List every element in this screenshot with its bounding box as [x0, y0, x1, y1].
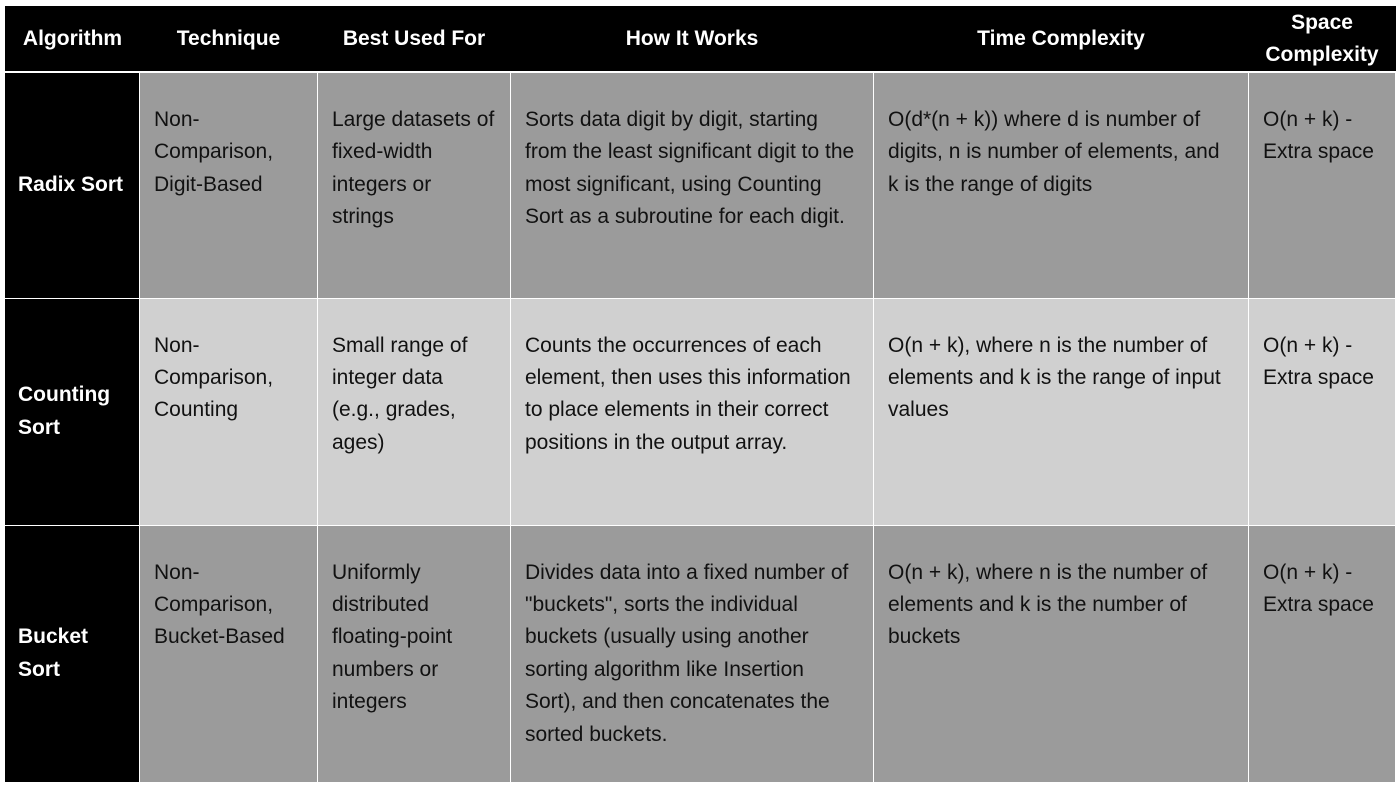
best-used-for-cell: Small range of integer data (e.g., grades, ages) [318, 298, 511, 525]
technique-cell: Non-Comparison, Counting [140, 298, 318, 525]
best-used-for-cell: Uniformly distributed floating-point numbers or integers [318, 525, 511, 782]
technique-cell: Non-Comparison, Digit-Based [140, 72, 318, 298]
sorting-algorithms-table-container [5, 6, 1395, 782]
algorithm-name-cell: Radix Sort [6, 72, 140, 298]
table-row-radix-sort [6, 72, 1396, 298]
table-header [6, 6, 1396, 72]
space-complexity-cell: O(n + k) - Extra space [1249, 298, 1396, 525]
space-complexity-cell: O(n + k) - Extra space [1249, 72, 1396, 298]
header-time-complexity: Time Complexity [874, 6, 1249, 72]
how-it-works-cell: Sorts data digit by digit, starting from the least significant digit to the most significant, using Counting Sort as a subroutine for each digit. [511, 72, 874, 298]
header-space-complexity: Space Complexity [1249, 6, 1396, 72]
header-technique: Technique [140, 6, 318, 72]
algorithm-name-cell: Counting Sort [6, 298, 140, 525]
header-algorithm: Algorithm [6, 6, 140, 72]
table-row-bucket-sort [6, 525, 1396, 782]
header-how-it-works: How It Works [511, 6, 874, 72]
algorithm-name-cell: Bucket Sort [6, 525, 140, 782]
header-best-used-for: Best Used For [318, 6, 511, 72]
technique-cell: Non-Comparison, Bucket-Based [140, 525, 318, 782]
time-complexity-cell: O(d*(n + k)) where d is number of digits, n is number of elements, and k is the range of digits [874, 72, 1249, 298]
table-row-counting-sort [6, 298, 1396, 525]
space-complexity-cell: O(n + k) - Extra space [1249, 525, 1396, 782]
how-it-works-cell: Divides data into a fixed number of "buckets", sorts the individual buckets (usually using another sorting algorithm like Insertion Sort), and then concatenates the sorted buckets. [511, 525, 874, 782]
table-body [6, 72, 1396, 782]
best-used-for-cell: Large datasets of fixed-width integers or strings [318, 72, 511, 298]
how-it-works-cell: Counts the occurrences of each element, then uses this information to place elements in their correct positions in the output array. [511, 298, 874, 525]
time-complexity-cell: O(n + k), where n is the number of elements and k is the number of buckets [874, 525, 1249, 782]
header-row [6, 6, 1396, 72]
time-complexity-cell: O(n + k), where n is the number of elements and k is the range of input values [874, 298, 1249, 525]
sorting-algorithms-table [5, 6, 1396, 783]
